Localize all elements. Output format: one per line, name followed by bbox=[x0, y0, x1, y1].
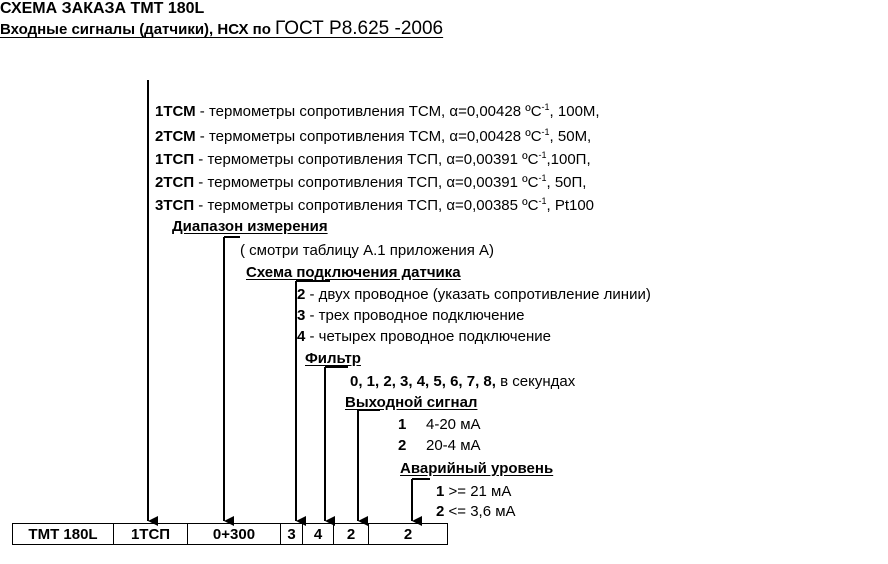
sensor-sup: -1 bbox=[538, 196, 547, 206]
code-cell-output: 2 bbox=[334, 524, 369, 545]
output-desc: 4-20 мА bbox=[426, 416, 481, 433]
gost-reference: ГОСТ Р8.625 -2006 bbox=[275, 18, 444, 39]
alarm-heading: Аварийный уровень bbox=[400, 460, 554, 477]
alarm-desc: >= 21 мА bbox=[444, 483, 512, 500]
sensor-tail: , 50М, bbox=[549, 128, 592, 145]
wiring-desc: - трех проводное подключение bbox=[305, 307, 525, 324]
range-heading: Диапазон измерения bbox=[172, 218, 328, 235]
wiring-desc: - двух проводное (указать сопротивление линии) bbox=[305, 286, 651, 303]
code-cell-filter: 4 bbox=[303, 524, 334, 545]
sensor-desc: - термометры сопротивления ТСМ, α=0,00428 ºС bbox=[195, 103, 542, 120]
code-cell-sensor: 1ТСП bbox=[114, 524, 188, 545]
sensor-sup: -1 bbox=[538, 173, 547, 183]
output-code: 1 bbox=[398, 416, 407, 433]
sensor-code: 2ТСП bbox=[155, 174, 195, 191]
alarm-desc: <= 3,6 мА bbox=[444, 503, 516, 520]
sensor-tail: , Pt100 bbox=[546, 197, 595, 214]
sensor-code: 1ТСП bbox=[155, 151, 195, 168]
sensor-code: 1ТСМ bbox=[155, 103, 196, 120]
page-title: СХЕМА ЗАКАЗА ТМТ 180L bbox=[0, 0, 205, 17]
wiring-code: 3 bbox=[297, 307, 306, 324]
sensor-sup: -1 bbox=[538, 150, 547, 160]
wiring-heading: Схема подключения датчика bbox=[246, 264, 461, 281]
code-cell-wiring: 3 bbox=[281, 524, 303, 545]
filter-heading: Фильтр bbox=[305, 350, 361, 367]
filter-unit: в секундах bbox=[495, 373, 576, 390]
input-signals-label: Входные сигналы (датчики), НСХ по bbox=[0, 21, 276, 38]
code-cell-range: 0+300 bbox=[188, 524, 281, 545]
sensor-sup: -1 bbox=[541, 102, 550, 112]
range-note: ( смотри таблицу А.1 приложения А) bbox=[240, 242, 495, 259]
filter-values: 0, 1, 2, 3, 4, 5, 6, 7, 8, bbox=[350, 373, 496, 390]
alarm-code: 2 bbox=[436, 503, 445, 520]
code-cell-model: ТМТ 180L bbox=[13, 524, 114, 545]
code-cell-alarm: 2 bbox=[369, 524, 448, 545]
sensor-code: 2ТСМ bbox=[155, 128, 196, 145]
wiring-desc: - четырех проводное подключение bbox=[305, 328, 551, 345]
sensor-desc: - термометры сопротивления ТСМ, α=0,00428 ºС bbox=[195, 128, 542, 145]
sensor-desc: - термометры сопротивления ТСП, α=0,00391 ºС bbox=[194, 151, 539, 168]
sensor-sup: -1 bbox=[541, 127, 550, 137]
order-code-table bbox=[12, 523, 448, 545]
output-heading: Выходной сигнал bbox=[345, 394, 478, 411]
sensor-tail: , 100М, bbox=[549, 103, 600, 120]
sensor-desc: - термометры сопротивления ТСП, α=0,00391 ºС bbox=[194, 174, 539, 191]
sensor-desc: - термометры сопротивления ТСП, α=0,00385 ºС bbox=[194, 197, 539, 214]
sensor-tail: , 50П, bbox=[546, 174, 587, 191]
output-desc: 20-4 мА bbox=[426, 437, 481, 454]
output-code: 2 bbox=[398, 437, 407, 454]
wiring-code: 4 bbox=[297, 328, 306, 345]
sensor-code: 3ТСП bbox=[155, 197, 195, 214]
sensor-tail: ,100П, bbox=[546, 151, 591, 168]
alarm-code: 1 bbox=[436, 483, 445, 500]
wiring-code: 2 bbox=[297, 286, 306, 303]
